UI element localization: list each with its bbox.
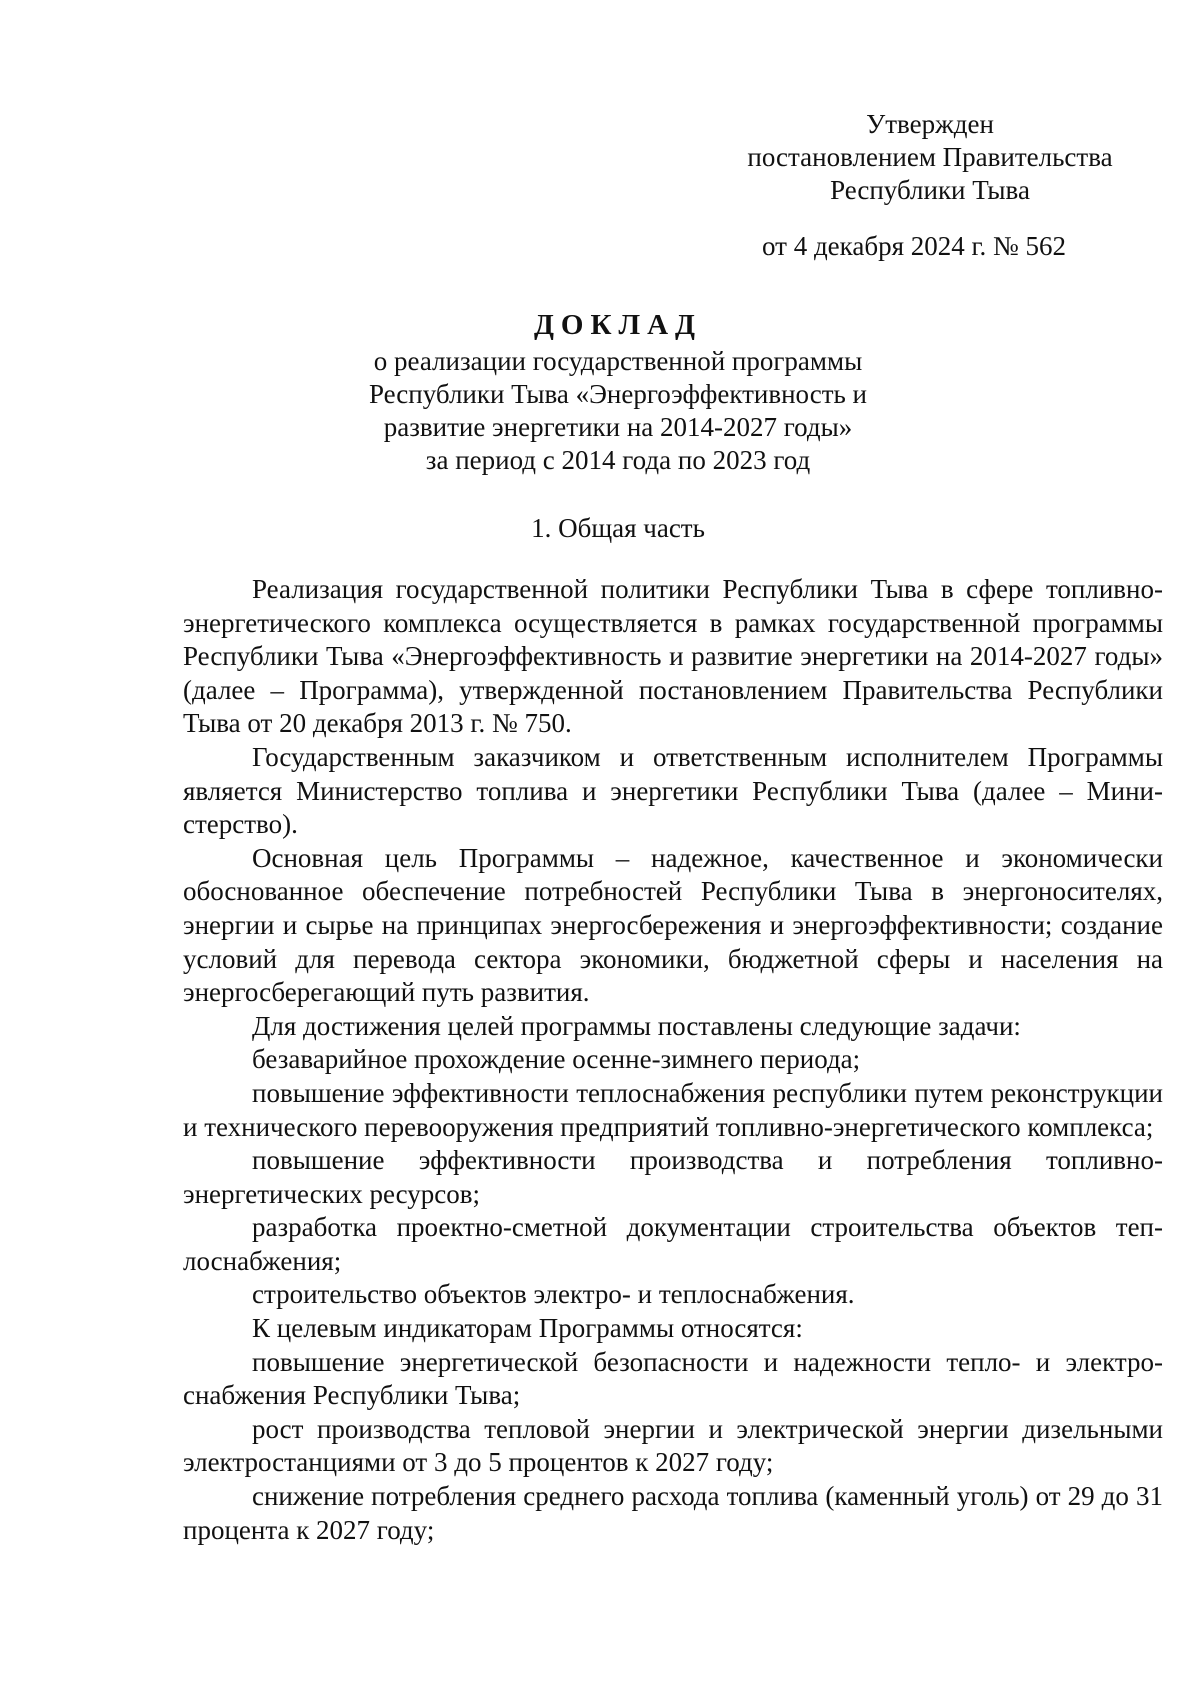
paragraph-indicator-item: повышение энергетической безопасности и надежности тепло- и электроснабжения Республики Тыва; bbox=[183, 1346, 1163, 1411]
document-body bbox=[183, 573, 1163, 1547]
section-title: 1. Общая часть bbox=[531, 513, 705, 543]
paragraph-task-item: повышение эффективности теплоснабжения республики путем реконструкции и технического перевооружения предприятий топливно-энергетического комплекса; bbox=[183, 1077, 1163, 1142]
approval-line-republic: Республики Тыва bbox=[830, 175, 1030, 205]
paragraph-indicators-intro: К целевым индикаторам Программы относятся: bbox=[252, 1313, 803, 1344]
paragraph-task-item: повышение эффективности производства и потребления топливно-энергетических ресурсов; bbox=[183, 1145, 1163, 1209]
paragraph-customer: Государственным заказчиком и ответственным исполнителем Программы является Министерство топлива и энергетики Республики Тыва (далее – Министерство). bbox=[183, 741, 1163, 840]
document-subtitle-line: о реализации государственной программы bbox=[373, 346, 863, 376]
paragraph-task-item: безаварийное прохождение осенне-зимнего периода; bbox=[252, 1044, 861, 1075]
approval-line-resolution: постановлением Правительства bbox=[747, 142, 1113, 172]
paragraph-indicator-item: снижение потребления среднего расхода топлива (каменный уголь) от 29 до 31 процента к 2027 году; bbox=[183, 1481, 1163, 1545]
paragraph-goal: Основная цель Программы – надежное, качественное и экономически обоснованное обеспечение потребностей Республики Тыва в энергоносителях, энергии и сырье на принципах энергосбережения и энергоэффективности; создание условий для перевода сектора экономики, бюджетной сферы и населения на энергосберегающий путь развития. bbox=[183, 842, 1163, 1008]
approval-line-approved: Утвержден bbox=[866, 109, 994, 139]
document-heading bbox=[300, 307, 936, 477]
approval-date: от 4 декабря 2024 г. № 562 bbox=[762, 231, 1067, 261]
document-subtitle-line: за период с 2014 года по 2023 год bbox=[425, 445, 811, 475]
paragraph-task-item: разработка проектно-сметной документации строительства объектов теплоснабжения; bbox=[183, 1212, 1163, 1276]
document-subtitle-line: развитие энергетики на 2014-2027 годы» bbox=[383, 412, 853, 442]
paragraph-indicator-item: рост производства тепловой энергии и электрической энергии дизельными электростанциями от 3 до 5 процентов к 2027 году; bbox=[183, 1413, 1163, 1478]
paragraph-task-item: строительство объектов электро- и теплоснабжения. bbox=[252, 1279, 855, 1310]
approval-stamp bbox=[730, 108, 1130, 207]
paragraph-policy: Реализация государственной политики Республики Тыва в сфере топливно-энергетического комплекса осуществляется в рамках государственной программы Республики Тыва «Энергоэффективность и развитие энергетики на 2014-2027 годы» (далее – Программа), утвержденной постановлением Правительства Республики Тыва от 20 декабря 2013 г. № 750. bbox=[183, 574, 1163, 739]
paragraph-tasks-intro: Для достижения целей программы поставлены следующие задачи: bbox=[252, 1010, 1021, 1041]
document-title: ДОКЛАД bbox=[533, 309, 703, 341]
document-subtitle-line: Республики Тыва «Энергоэффективность и bbox=[368, 379, 868, 409]
